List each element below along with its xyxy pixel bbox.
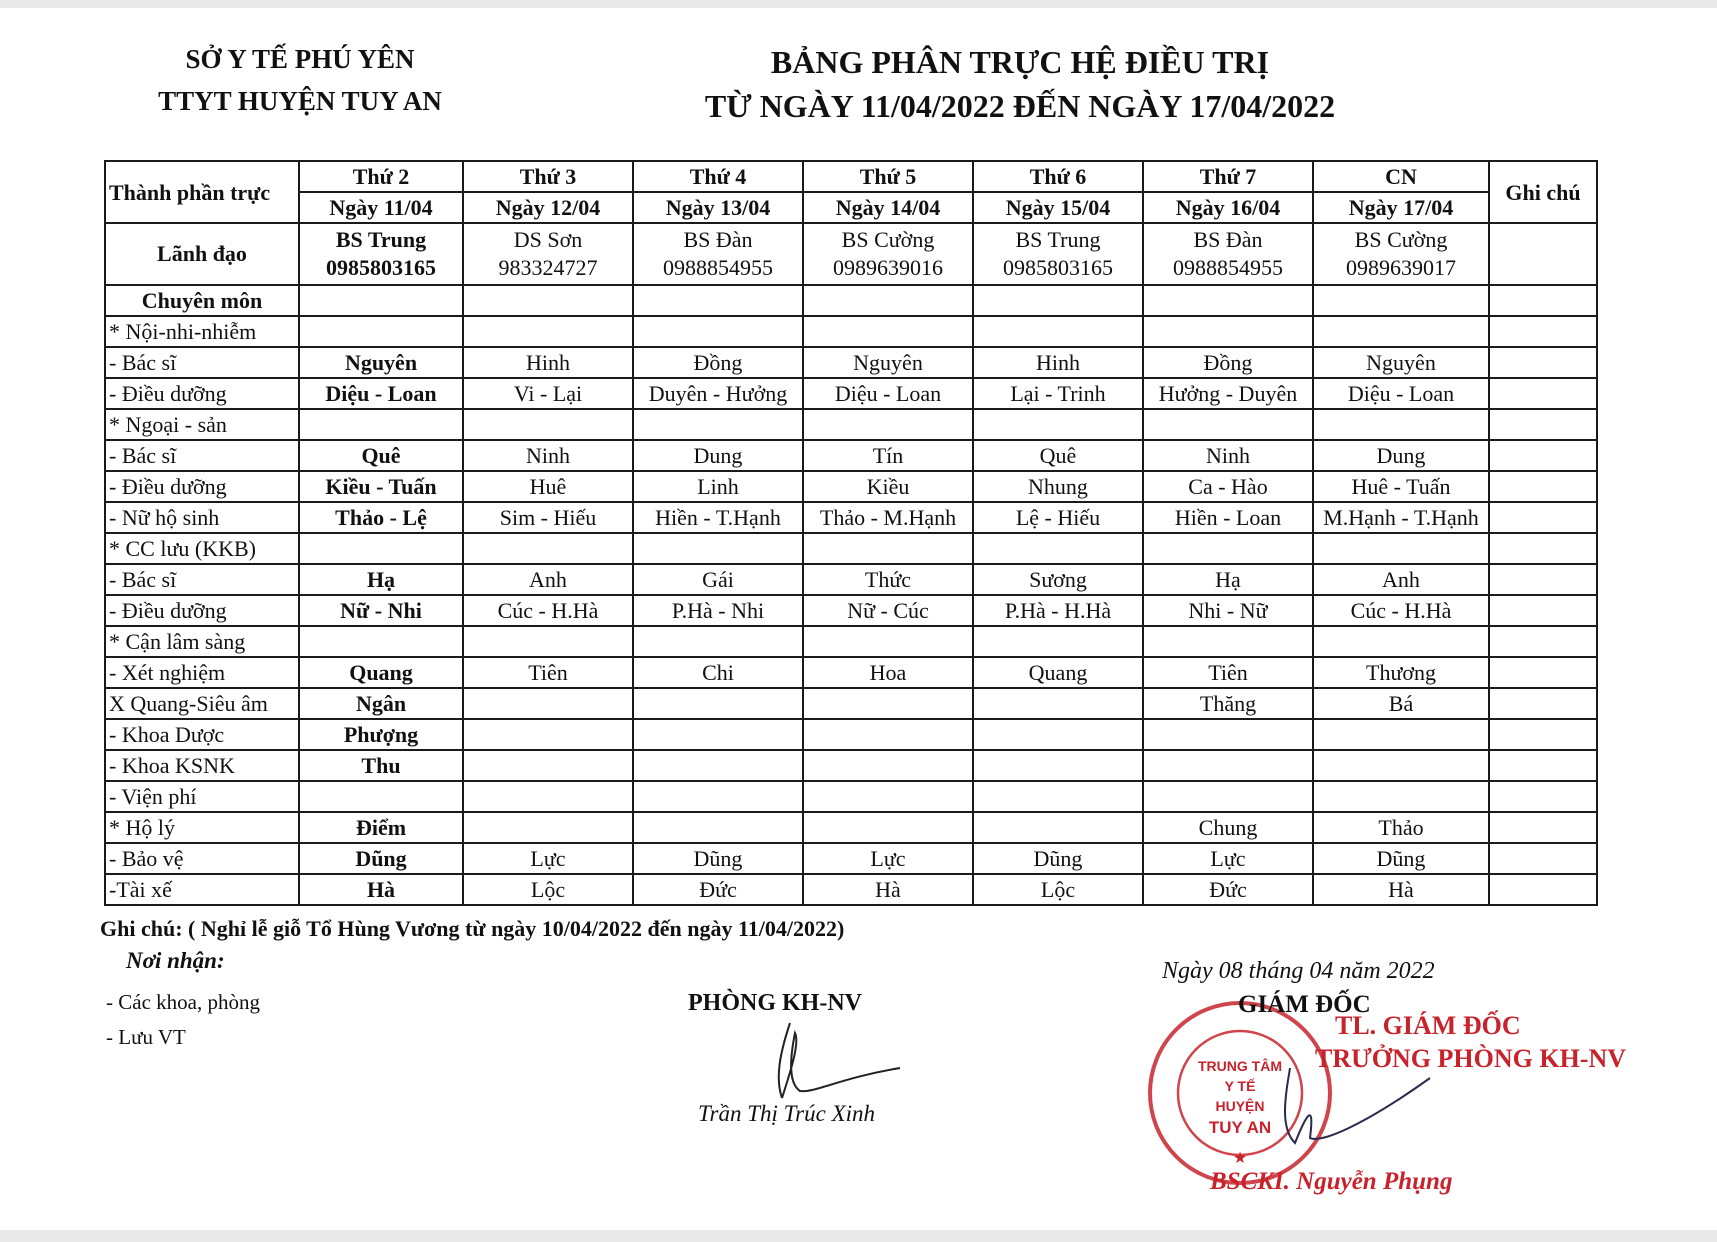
duty-cell: Bá — [1313, 688, 1489, 719]
leader-phone: 983324727 — [498, 255, 598, 280]
title-line-1: BẢNG PHÂN TRỰC HỆ ĐIỀU TRỊ — [770, 44, 1270, 80]
document-title — [680, 40, 1360, 128]
leader-phone: 0988854955 — [663, 255, 773, 280]
duty-cell — [973, 812, 1143, 843]
note-cell — [1489, 564, 1597, 595]
duty-cell — [973, 750, 1143, 781]
svg-text:★: ★ — [1232, 1150, 1248, 1167]
duty-cell: Hinh — [463, 347, 633, 378]
duty-cell: Lại - Trinh — [973, 378, 1143, 409]
duty-cell: Phượng — [299, 719, 463, 750]
duty-cell — [463, 719, 633, 750]
leader-name: DS Sơn — [513, 227, 583, 252]
row-label: -Tài xế — [105, 874, 299, 905]
note-cell — [1489, 719, 1597, 750]
row-label: - Bác sĩ — [105, 440, 299, 471]
duty-cell: Hoa — [803, 657, 973, 688]
duty-cell: Điểm — [299, 812, 463, 843]
duty-cell — [463, 285, 633, 316]
duty-row — [105, 781, 1597, 812]
row-label: - Điều dưỡng — [105, 595, 299, 626]
duty-cell: Lực — [803, 843, 973, 874]
duty-cell — [1143, 409, 1313, 440]
duty-cell: Tín — [803, 440, 973, 471]
leader-phone: 0989639017 — [1346, 255, 1456, 280]
duty-cell — [973, 626, 1143, 657]
duty-cell: Nguyên — [299, 347, 463, 378]
duty-cell — [803, 719, 973, 750]
duty-cell — [463, 781, 633, 812]
duty-row — [105, 626, 1597, 657]
duty-cell: Lệ - Hiếu — [973, 502, 1143, 533]
signing-date: Ngày 08 tháng 04 năm 2022 — [1162, 958, 1435, 984]
row-label: * Cận lâm sàng — [105, 626, 299, 657]
note-cell — [1489, 440, 1597, 471]
duty-row — [105, 874, 1597, 905]
date-header: Ngày 11/04 — [299, 192, 463, 223]
date-header: Ngày 13/04 — [633, 192, 803, 223]
note-cell — [1489, 471, 1597, 502]
leader-name: BS Đàn — [683, 227, 753, 252]
duty-cell: Diệu - Loan — [1313, 378, 1489, 409]
row-label: - Khoa Dược — [105, 719, 299, 750]
duty-row — [105, 657, 1597, 688]
row-label: * Hộ lý — [105, 812, 299, 843]
authority-line-2: TRƯỞNG PHÒNG KH-NV — [1315, 1044, 1627, 1073]
duty-cell — [463, 750, 633, 781]
duty-cell: Diệu - Loan — [299, 378, 463, 409]
duty-cell — [803, 533, 973, 564]
recipient-item: - Các khoa, phòng — [106, 990, 260, 1014]
row-label: * Nội-nhi-nhiễm — [105, 316, 299, 347]
duty-cell — [803, 688, 973, 719]
leader-phone: 0985803165 — [1003, 255, 1113, 280]
duty-cell — [463, 626, 633, 657]
duty-row — [105, 285, 1597, 316]
row-label: - Bác sĩ — [105, 347, 299, 378]
duty-cell: Hà — [803, 874, 973, 905]
note-cell — [1489, 285, 1597, 316]
row-label: Lãnh đạo — [105, 223, 299, 285]
duty-cell — [1143, 533, 1313, 564]
duty-cell: Kiều - Tuấn — [299, 471, 463, 502]
duty-cell: Hinh — [973, 347, 1143, 378]
date-header: Ngày 16/04 — [1143, 192, 1313, 223]
note-cell — [1489, 688, 1597, 719]
duty-cell: Thu — [299, 750, 463, 781]
duty-cell: Huê — [463, 471, 633, 502]
duty-cell: Nữ - Cúc — [803, 595, 973, 626]
note-cell — [1489, 409, 1597, 440]
director-title: GIÁM ĐỐC — [1238, 991, 1371, 1018]
duty-cell: Ninh — [1143, 440, 1313, 471]
duty-row — [105, 688, 1597, 719]
note-cell — [1489, 595, 1597, 626]
duty-cell: Nguyên — [803, 347, 973, 378]
duty-cell — [299, 781, 463, 812]
duty-cell: Quang — [299, 657, 463, 688]
duty-row — [105, 409, 1597, 440]
duty-cell: Lộc — [973, 874, 1143, 905]
document-page — [0, 8, 1717, 1230]
weekday-header: Thứ 7 — [1143, 161, 1313, 192]
leaders-row — [105, 223, 1597, 285]
note-cell — [1489, 347, 1597, 378]
duty-cell: Chi — [633, 657, 803, 688]
leader-name: BS Cường — [1354, 227, 1448, 252]
duty-cell — [1313, 626, 1489, 657]
header-row-weekday — [105, 161, 1597, 192]
duty-cell: Dũng — [299, 843, 463, 874]
note-column-header: Ghi chú — [1489, 161, 1597, 223]
duty-cell: Ninh — [463, 440, 633, 471]
row-label: - Viện phí — [105, 781, 299, 812]
weekday-header: Thứ 5 — [803, 161, 973, 192]
duty-cell: Dũng — [1313, 843, 1489, 874]
date-header: Ngày 15/04 — [973, 192, 1143, 223]
duty-cell: Thảo - M.Hạnh — [803, 502, 973, 533]
duty-cell: Đồng — [633, 347, 803, 378]
weekday-header: CN — [1313, 161, 1489, 192]
director-name: BSCKI. Nguyễn Phụng — [1210, 1168, 1453, 1195]
duty-cell: Đức — [633, 874, 803, 905]
duty-cell — [299, 316, 463, 347]
date-header: Ngày 12/04 — [463, 192, 633, 223]
department-title: PHÒNG KH-NV — [688, 990, 862, 1016]
note-cell — [1489, 812, 1597, 843]
duty-cell: Hà — [299, 874, 463, 905]
duty-cell — [803, 316, 973, 347]
note-cell — [1489, 533, 1597, 564]
leader-cell — [1313, 223, 1489, 285]
row-label: - Xét nghiệm — [105, 657, 299, 688]
duty-cell — [299, 533, 463, 564]
duty-cell: Hưởng - Duyên — [1143, 378, 1313, 409]
duty-cell: Quang — [973, 657, 1143, 688]
note-cell — [1489, 316, 1597, 347]
duty-cell — [803, 750, 973, 781]
row-label: - Nữ hộ sinh — [105, 502, 299, 533]
duty-cell — [633, 781, 803, 812]
duty-row — [105, 502, 1597, 533]
note-cell — [1489, 626, 1597, 657]
duty-cell: Vi - Lại — [463, 378, 633, 409]
weekday-header: Thứ 6 — [973, 161, 1143, 192]
duty-cell — [463, 533, 633, 564]
duty-cell — [973, 533, 1143, 564]
note-cell — [1489, 843, 1597, 874]
duty-cell: Duyên - Hưởng — [633, 378, 803, 409]
duty-cell: Nguyên — [1313, 347, 1489, 378]
duty-row — [105, 378, 1597, 409]
duty-cell — [299, 409, 463, 440]
duty-cell — [1313, 781, 1489, 812]
duty-cell: Hạ — [299, 564, 463, 595]
duty-cell — [973, 688, 1143, 719]
duty-cell: Nhung — [973, 471, 1143, 502]
duty-row — [105, 595, 1597, 626]
duty-row — [105, 843, 1597, 874]
duty-cell — [299, 285, 463, 316]
org-line-2: TTYT HUYỆN TUY AN — [158, 86, 442, 116]
duty-cell: Sương — [973, 564, 1143, 595]
duty-row — [105, 471, 1597, 502]
duty-cell — [973, 781, 1143, 812]
stamp-line: Y TẾ — [1224, 1078, 1256, 1094]
duty-row — [105, 719, 1597, 750]
duty-cell — [1143, 719, 1313, 750]
duty-cell — [633, 719, 803, 750]
duty-cell: Hiền - T.Hạnh — [633, 502, 803, 533]
weekday-header: Thứ 4 — [633, 161, 803, 192]
duty-cell — [973, 719, 1143, 750]
date-header: Ngày 17/04 — [1313, 192, 1489, 223]
duty-cell — [463, 812, 633, 843]
duty-cell: Hạ — [1143, 564, 1313, 595]
duty-cell: Thăng — [1143, 688, 1313, 719]
duty-row — [105, 316, 1597, 347]
note-cell — [1489, 378, 1597, 409]
leader-name: BS Trung — [335, 227, 427, 252]
duty-cell: Ca - Hào — [1143, 471, 1313, 502]
note-cell — [1489, 874, 1597, 905]
duty-cell: Dũng — [633, 843, 803, 874]
duty-cell: Lộc — [463, 874, 633, 905]
duty-cell — [1313, 316, 1489, 347]
duty-cell: Diệu - Loan — [803, 378, 973, 409]
leader-name: BS Cường — [841, 227, 935, 252]
row-label: - Bảo vệ — [105, 843, 299, 874]
duty-cell: Dung — [1313, 440, 1489, 471]
duty-cell — [1143, 626, 1313, 657]
duty-cell: Thức — [803, 564, 973, 595]
duty-cell: Tiên — [1143, 657, 1313, 688]
duty-cell: Gái — [633, 564, 803, 595]
duty-cell: Tiên — [463, 657, 633, 688]
duty-cell — [299, 626, 463, 657]
duty-cell: Hiền - Loan — [1143, 502, 1313, 533]
duty-cell — [1313, 533, 1489, 564]
row-label: - Khoa KSNK — [105, 750, 299, 781]
duty-cell: Dung — [633, 440, 803, 471]
leader-cell — [633, 223, 803, 285]
duty-cell — [803, 409, 973, 440]
duty-cell: P.Hà - Nhi — [633, 595, 803, 626]
duty-cell: Sim - Hiếu — [463, 502, 633, 533]
duty-cell: Lực — [463, 843, 633, 874]
row-label: * Ngoại - sản — [105, 409, 299, 440]
duty-cell — [973, 285, 1143, 316]
duty-cell: Anh — [1313, 564, 1489, 595]
leader-cell — [299, 223, 463, 285]
duty-cell — [803, 812, 973, 843]
leader-phone: 0988854955 — [1173, 255, 1283, 280]
leader-cell — [463, 223, 633, 285]
duty-cell — [1143, 285, 1313, 316]
duty-cell: Đức — [1143, 874, 1313, 905]
duty-cell — [463, 409, 633, 440]
duty-cell — [633, 626, 803, 657]
duty-cell: Cúc - H.Hà — [463, 595, 633, 626]
department-signer-name: Trần Thị Trúc Xinh — [698, 1101, 876, 1126]
duty-cell — [1143, 781, 1313, 812]
leader-name: BS Đàn — [1193, 227, 1263, 252]
note-cell — [1489, 781, 1597, 812]
duty-cell: Thảo — [1313, 812, 1489, 843]
duty-cell: Chung — [1143, 812, 1313, 843]
duty-cell: Ngân — [299, 688, 463, 719]
duty-row — [105, 347, 1597, 378]
duty-cell: Dũng — [973, 843, 1143, 874]
duty-cell: Hà — [1313, 874, 1489, 905]
duty-cell: Thương — [1313, 657, 1489, 688]
duty-cell — [633, 316, 803, 347]
note-cell — [1489, 223, 1597, 285]
stamp-line: TUY AN — [1208, 1118, 1272, 1137]
corner-label: Thành phần trực — [105, 161, 299, 223]
stamp-line: HUYỆN — [1215, 1098, 1265, 1114]
duty-row — [105, 533, 1597, 564]
leader-name: BS Trung — [1015, 227, 1101, 252]
leader-cell — [803, 223, 973, 285]
duty-cell — [633, 750, 803, 781]
duty-roster-table — [104, 160, 1598, 906]
duty-cell: Lực — [1143, 843, 1313, 874]
duty-row — [105, 812, 1597, 843]
org-line-1: SỞ Y TẾ PHÚ YÊN — [185, 44, 415, 74]
row-label: - Điều dưỡng — [105, 378, 299, 409]
note-cell — [1489, 657, 1597, 688]
duty-cell — [973, 316, 1143, 347]
leader-phone: 0985803165 — [326, 255, 436, 280]
duty-row — [105, 564, 1597, 595]
duty-row — [105, 440, 1597, 471]
recipient-item: - Lưu VT — [106, 1025, 186, 1049]
row-label: - Bác sĩ — [105, 564, 299, 595]
title-line-2: TỪ NGÀY 11/04/2022 ĐẾN NGÀY 17/04/2022 — [704, 88, 1336, 124]
row-label: X Quang-Siêu âm — [105, 688, 299, 719]
duty-cell: Cúc - H.Hà — [1313, 595, 1489, 626]
weekday-header: Thứ 3 — [463, 161, 633, 192]
leader-cell — [973, 223, 1143, 285]
footnote: Ghi chú: ( Nghỉ lễ giỗ Tổ Hùng Vương từ ngày 10/04/2022 đến ngày 11/04/2022) — [100, 916, 845, 941]
duty-cell — [1313, 750, 1489, 781]
duty-cell — [803, 626, 973, 657]
duty-row — [105, 750, 1597, 781]
duty-cell: M.Hạnh - T.Hạnh — [1313, 502, 1489, 533]
duty-cell: P.Hà - H.Hà — [973, 595, 1143, 626]
duty-cell: Nữ - Nhi — [299, 595, 463, 626]
recipients-heading: Nơi nhận: — [126, 948, 225, 973]
duty-cell: Quê — [299, 440, 463, 471]
leader-cell — [1143, 223, 1313, 285]
duty-cell — [633, 409, 803, 440]
header-row-date — [105, 192, 1597, 223]
duty-cell: Nhi - Nữ — [1143, 595, 1313, 626]
row-label: - Điều dưỡng — [105, 471, 299, 502]
leader-phone: 0989639016 — [833, 255, 943, 280]
duty-cell — [1143, 750, 1313, 781]
duty-cell — [1313, 719, 1489, 750]
duty-cell — [633, 812, 803, 843]
duty-cell: Đồng — [1143, 347, 1313, 378]
duty-cell: Huê - Tuấn — [1313, 471, 1489, 502]
duty-cell: Quê — [973, 440, 1143, 471]
organization-header — [120, 38, 480, 122]
note-cell — [1489, 502, 1597, 533]
stamp-line: TRUNG TÂM — [1198, 1058, 1282, 1074]
row-label: * CC lưu (KKB) — [105, 533, 299, 564]
director-signature — [1260, 1048, 1440, 1158]
duty-cell: Kiều — [803, 471, 973, 502]
duty-cell: Linh — [633, 471, 803, 502]
duty-cell — [633, 533, 803, 564]
duty-cell: Thảo - Lệ — [299, 502, 463, 533]
duty-cell — [463, 688, 633, 719]
duty-cell — [1313, 409, 1489, 440]
note-cell — [1489, 750, 1597, 781]
duty-cell — [803, 285, 973, 316]
duty-cell — [1143, 316, 1313, 347]
duty-cell — [633, 688, 803, 719]
duty-cell — [1313, 285, 1489, 316]
duty-cell — [633, 285, 803, 316]
duty-cell: Anh — [463, 564, 633, 595]
duty-cell — [803, 781, 973, 812]
weekday-header: Thứ 2 — [299, 161, 463, 192]
authority-line-1: TL. GIÁM ĐỐC — [1335, 1011, 1521, 1040]
duty-cell — [973, 409, 1143, 440]
row-label: Chuyên môn — [105, 285, 299, 316]
department-signature — [760, 1013, 910, 1103]
duty-cell — [463, 316, 633, 347]
date-header: Ngày 14/04 — [803, 192, 973, 223]
